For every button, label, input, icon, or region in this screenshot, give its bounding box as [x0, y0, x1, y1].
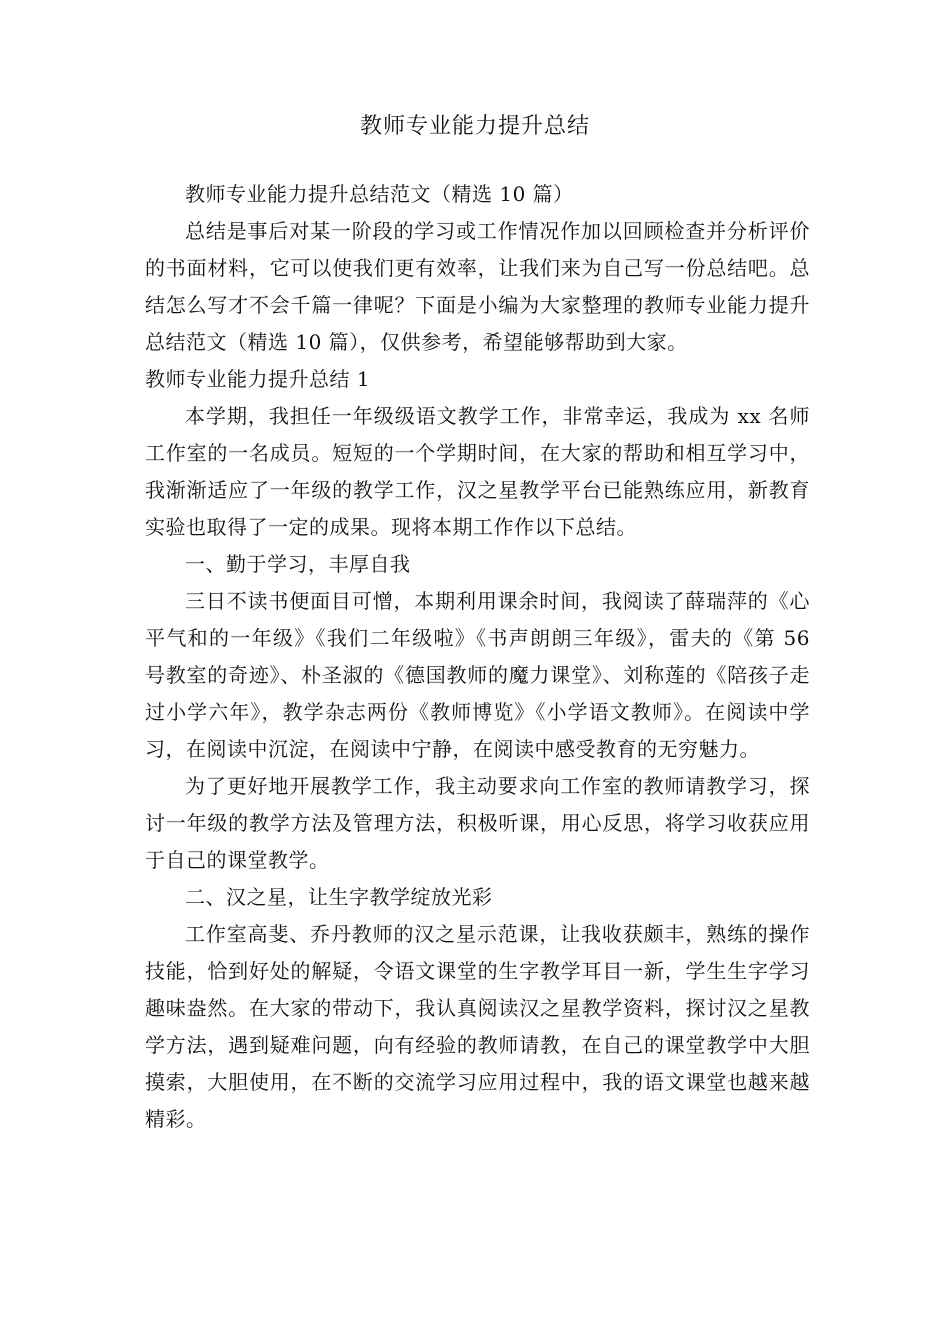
paragraph-reading: 三日不读书便面目可憎，本期利用课余时间，我阅读了薛瑞萍的《心平气和的一年级》《我们二年级啦》《书声朗朗三年级》，雷夫的《第 56 号教室的奇迹》、朴圣淑的《德国教师的魔力课堂》、刘称莲的《陪孩子走过小学六年》，教学杂志两份《教师博览》《小学语文教师》。在阅读中学习，在阅读中沉淀，在阅读中宁静，在阅读中感受教育的无穷魅力。	[145, 589, 810, 761]
paragraph-hanzhixing: 工作室高斐、乔丹教师的汉之星示范课，让我收获颇丰，熟练的操作技能，恰到好处的解疑，令语文课堂的生字教学耳目一新，学生生字学习趣味盎然。在大家的带动下，我认真阅读汉之星教学资料，探讨汉之星教学方法，遇到疑难问题，向有经验的教师请教，在自己的课堂教学中大胆摸索，大胆使用，在不断的交流学习应用过程中，我的语文课堂也越来越精彩。	[145, 922, 810, 1131]
paragraph-subtitle: 教师专业能力提升总结范文（精选 10 篇）	[185, 182, 574, 206]
section-heading-1: 教师专业能力提升总结 1	[145, 367, 371, 391]
paragraph-intro: 总结是事后对某一阶段的学习或工作情况作加以回顾检查并分析评价的书面材料，它可以使我们更有效率，让我们来为自己写一份总结吧。总结怎么写才不会千篇一律呢？下面是小编为大家整理的教师专业能力提升总结范文（精选 10 篇），仅供参考，希望能够帮助到大家。	[145, 219, 810, 354]
paragraph-learning: 为了更好地开展教学工作，我主动要求向工作室的教师请教学习，探讨一年级的教学方法及管理方法，积极听课，用心反思，将学习收获应用于自己的课堂教学。	[145, 774, 810, 872]
document-body	[145, 176, 810, 1138]
subheading-study: 一、勤于学习，丰厚自我	[185, 552, 411, 576]
paragraph-semester-work: 本学期，我担任一年级级语文教学工作，非常幸运，我成为 xx 名师工作室的一名成员。短短的一个学期时间，在大家的帮助和相互学习中，我渐渐适应了一年级的教学工作，汉之星教学平台已能熟练应用，新教育实验也取得了一定的成果。现将本期工作作以下总结。	[145, 404, 810, 539]
subheading-hanzhixing: 二、汉之星，让生字教学绽放光彩	[185, 885, 493, 909]
document-title: 教师专业能力提升总结	[359, 114, 590, 139]
